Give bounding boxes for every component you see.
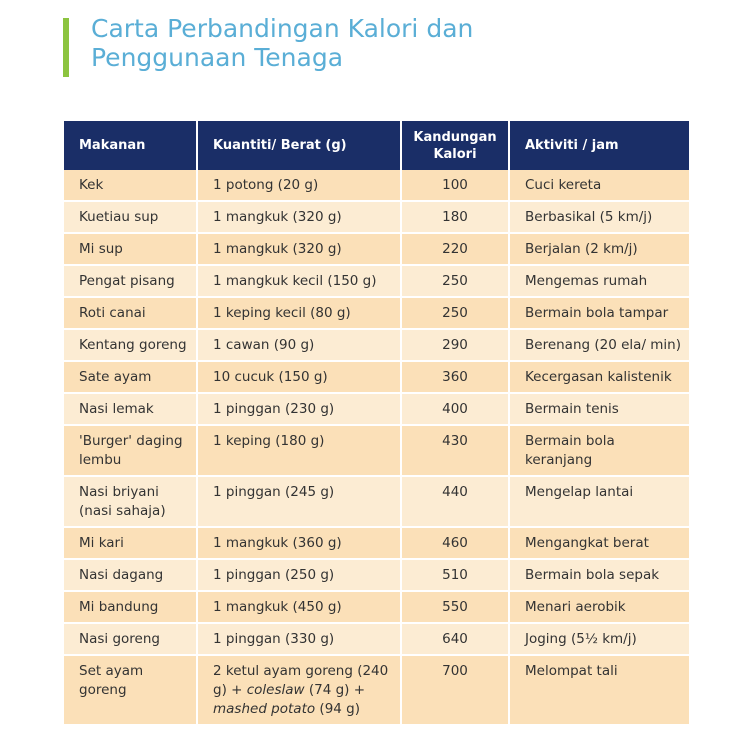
cell-calories: 360 [401, 361, 509, 393]
cell-activity: Kecergasan kalistenik [509, 361, 689, 393]
cell-quantity: 1 potong (20 g) [197, 170, 401, 201]
table-row [64, 527, 689, 559]
cell-quantity [197, 655, 401, 725]
cell-calories: 290 [401, 329, 509, 361]
quantity-part: (74 g) + [304, 682, 366, 698]
table-row [64, 393, 689, 425]
cell-calories: 250 [401, 265, 509, 297]
table-row [64, 265, 689, 297]
cell-quantity: 1 keping kecil (80 g) [197, 297, 401, 329]
cell-food: Nasi briyani (nasi sahaja) [64, 476, 197, 527]
cell-food: Nasi lemak [64, 393, 197, 425]
cell-food: Mi sup [64, 233, 197, 265]
cell-activity: Joging (5½ km/j) [509, 623, 689, 655]
cell-calories: 250 [401, 297, 509, 329]
cell-quantity: 1 mangkuk (360 g) [197, 527, 401, 559]
cell-calories: 700 [401, 655, 509, 725]
cell-calories: 640 [401, 623, 509, 655]
cell-calories: 430 [401, 425, 509, 476]
cell-activity: Melompat tali [509, 655, 689, 725]
cell-activity: Bermain bola sepak [509, 559, 689, 591]
table-row [64, 329, 689, 361]
cell-quantity: 1 mangkuk kecil (150 g) [197, 265, 401, 297]
cell-activity: Menari aerobik [509, 591, 689, 623]
cell-activity: Bermain tenis [509, 393, 689, 425]
table-row [64, 591, 689, 623]
cell-quantity: 1 mangkuk (320 g) [197, 233, 401, 265]
cell-quantity: 1 pinggan (245 g) [197, 476, 401, 527]
quantity-italic-part: coleslaw [246, 682, 305, 698]
quantity-part: 2 ketul ayam goreng (240 g) + [213, 663, 389, 698]
cell-activity: Bermain bola tampar [509, 297, 689, 329]
header-row [64, 121, 689, 170]
cell-activity: Mengelap lantai [509, 476, 689, 527]
cell-food: Nasi dagang [64, 559, 197, 591]
cell-activity: Berjalan (2 km/j) [509, 233, 689, 265]
cell-calories: 220 [401, 233, 509, 265]
cell-calories: 180 [401, 201, 509, 233]
cell-quantity: 1 mangkuk (320 g) [197, 201, 401, 233]
table-row [64, 297, 689, 329]
cell-activity: Mengangkat berat [509, 527, 689, 559]
cell-food: Mi kari [64, 527, 197, 559]
cell-calories: 440 [401, 476, 509, 527]
cell-activity: Berenang (20 ela/ min) [509, 329, 689, 361]
table-row [64, 233, 689, 265]
cell-food: Kuetiau sup [64, 201, 197, 233]
table-header [64, 121, 689, 170]
cell-quantity: 1 pinggan (330 g) [197, 623, 401, 655]
table-row [64, 559, 689, 591]
quantity-part: (94 g) [315, 701, 361, 717]
cell-quantity: 1 pinggan (250 g) [197, 559, 401, 591]
cell-quantity: 10 cucuk (150 g) [197, 361, 401, 393]
cell-food: Nasi goreng [64, 623, 197, 655]
cell-food: Set ayam goreng [64, 655, 197, 725]
table-row [64, 361, 689, 393]
cell-calories: 550 [401, 591, 509, 623]
cell-food: Pengat pisang [64, 265, 197, 297]
cell-quantity: 1 pinggan (230 g) [197, 393, 401, 425]
header-quantity: Kuantiti/ Berat (g) [197, 121, 401, 170]
cell-calories: 460 [401, 527, 509, 559]
cell-food: Sate ayam [64, 361, 197, 393]
cell-food: Kentang goreng [64, 329, 197, 361]
cell-activity: Cuci kereta [509, 170, 689, 201]
table-row [64, 623, 689, 655]
table-row [64, 425, 689, 476]
cell-activity: Berbasikal (5 km/j) [509, 201, 689, 233]
quantity-italic-part: mashed potato [213, 701, 316, 717]
cell-food: Roti canai [64, 297, 197, 329]
cell-quantity: 1 cawan (90 g) [197, 329, 401, 361]
header-activity: Aktiviti / jam [509, 121, 689, 170]
cell-food: Kek [64, 170, 197, 201]
cell-quantity: 1 keping (180 g) [197, 425, 401, 476]
cell-calories: 100 [401, 170, 509, 201]
table-row [64, 476, 689, 527]
cell-quantity: 1 mangkuk (450 g) [197, 591, 401, 623]
cell-activity: Mengemas rumah [509, 265, 689, 297]
table-row [64, 201, 689, 233]
table-body [64, 170, 689, 725]
header-calories: Kandungan Kalori [401, 121, 509, 170]
cell-food: Mi bandung [64, 591, 197, 623]
table-row [64, 655, 689, 725]
calorie-table [64, 121, 689, 726]
cell-calories: 510 [401, 559, 509, 591]
cell-calories: 400 [401, 393, 509, 425]
page-title: Carta Perbandingan Kalori dan Penggunaan Tenaga [91, 14, 474, 72]
table-row [64, 170, 689, 201]
header-food: Makanan [64, 121, 197, 170]
title-accent-bar [63, 18, 69, 77]
cell-food: 'Burger' daging lembu [64, 425, 197, 476]
cell-activity: Bermain bola keranjang [509, 425, 689, 476]
